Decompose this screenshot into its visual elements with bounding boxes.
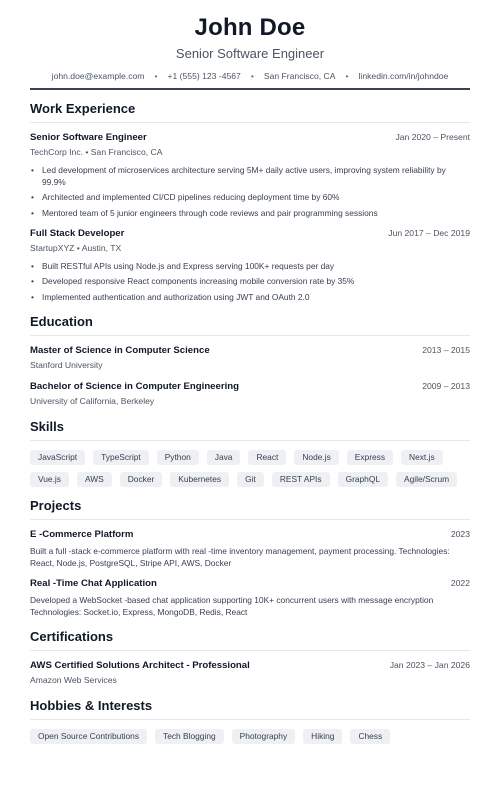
contact-linkedin: linkedin.com/in/johndoe <box>358 71 449 81</box>
certification-dates: Jan 2023 – Jan 2026 <box>389 659 470 670</box>
education-entry <box>30 379 470 408</box>
project-name: E -Commerce Platform <box>30 528 134 540</box>
certifications-section <box>30 628 470 687</box>
skill-tag: Next.js <box>401 450 443 465</box>
contact-separator: • <box>154 71 158 81</box>
skill-tag: React <box>248 450 286 465</box>
hobbies-section <box>30 697 470 744</box>
section-title: Skills <box>30 418 470 441</box>
job-entry <box>30 226 470 303</box>
section-title: Certifications <box>30 628 470 651</box>
job-dates: Jan 2020 – Present <box>395 131 470 142</box>
skill-tag: Kubernetes <box>170 472 229 487</box>
job-company: StartupXYZ • Austin, TX <box>30 242 122 253</box>
degree-title: Bachelor of Science in Computer Engineering <box>30 380 239 392</box>
skill-tag: JavaScript <box>30 450 85 465</box>
hobby-tag: Hiking <box>303 729 342 744</box>
skill-tag: Vue.js <box>30 472 69 487</box>
skills-list <box>30 450 470 487</box>
degree-dates: 2009 – 2013 <box>422 380 470 391</box>
hobby-tag: Chess <box>350 729 390 744</box>
education-section <box>30 313 470 408</box>
job-bullet: • Led development of microservices architecture serving 5M+ daily active users, improving system reliability by 99.9% <box>30 164 470 188</box>
certification-issuer: Amazon Web Services <box>30 674 117 685</box>
resume-header <box>30 14 470 90</box>
skills-section <box>30 418 470 487</box>
contact-line <box>30 70 470 82</box>
job-bullet: • Implemented authentication and authorization using JWT and OAuth 2.0 <box>30 291 470 303</box>
school-name: University of California, Berkeley <box>30 395 155 406</box>
skill-tag: Java <box>207 450 241 465</box>
job-bullet: • Developed responsive React components increasing mobile conversion rate by 35% <box>30 275 470 287</box>
project-entry <box>30 527 470 569</box>
hobby-tag: Open Source Contributions <box>30 729 147 744</box>
certification-name: AWS Certified Solutions Architect - Professional <box>30 659 250 671</box>
contact-phone: +1 (555) 123 -4567 <box>167 71 241 81</box>
section-title: Work Experience <box>30 100 470 123</box>
job-bullet: • Mentored team of 5 junior engineers through code reviews and pair programming sessions <box>30 207 470 219</box>
skill-tag: Express <box>347 450 393 465</box>
skill-tag: Docker <box>120 472 163 487</box>
job-bullet: • Built RESTful APIs using Node.js and Express serving 100K+ requests per day <box>30 260 470 272</box>
skill-tag: AWS <box>77 472 112 487</box>
project-year: 2022 <box>450 577 470 588</box>
header-divider <box>30 88 470 90</box>
skill-tag: TypeScript <box>93 450 149 465</box>
school-name: Stanford University <box>30 359 103 370</box>
skill-tag: Git <box>237 472 264 487</box>
job-dates: Jun 2017 – Dec 2019 <box>388 227 470 238</box>
section-title: Education <box>30 313 470 336</box>
contact-separator: • <box>345 71 349 81</box>
job-title: Senior Software Engineer <box>30 131 147 143</box>
education-entry <box>30 343 470 372</box>
project-description: Developed a WebSocket -based chat application supporting 10K+ concurrent users with message encryption Technologies: Socket.io, Express, MongoDB, Redis, React <box>30 594 434 617</box>
project-name: Real -Time Chat Application <box>30 577 157 589</box>
job-bullets <box>30 260 470 303</box>
job-bullet: • Architected and implemented CI/CD pipelines reducing deployment time by 60% <box>30 191 470 203</box>
work-experience-section <box>30 100 470 303</box>
contact-separator: • <box>250 71 254 81</box>
skill-tag: Node.js <box>294 450 338 465</box>
hobby-tag: Photography <box>232 729 296 744</box>
contact-location: San Francisco, CA <box>263 71 336 81</box>
candidate-name: John Doe <box>194 14 306 41</box>
project-year: 2023 <box>450 528 470 539</box>
job-company: TechCorp Inc. • San Francisco, CA <box>30 146 163 157</box>
candidate-title: Senior Software Engineer <box>175 46 325 61</box>
project-entry <box>30 576 470 618</box>
skill-tag: Agile/Scrum <box>396 472 457 487</box>
skill-tag: REST APIs <box>272 472 330 487</box>
projects-section <box>30 497 470 618</box>
project-description: Built a full -stack e-commerce platform with real -time inventory management, payment processing. Technologies: React, Node.js, PostgreSQL, Stripe API, AWS, Docker <box>30 545 450 568</box>
job-title: Full Stack Developer <box>30 227 125 239</box>
hobbies-list <box>30 729 470 744</box>
hobby-tag: Tech Blogging <box>155 729 224 744</box>
section-title: Projects <box>30 497 470 520</box>
job-entry <box>30 130 470 219</box>
job-bullets <box>30 164 470 219</box>
skill-tag: GraphQL <box>338 472 388 487</box>
certification-entry <box>30 658 470 687</box>
degree-title: Master of Science in Computer Science <box>30 344 210 356</box>
skill-tag: Python <box>157 450 199 465</box>
contact-email: john.doe@example.com <box>51 71 145 81</box>
degree-dates: 2013 – 2015 <box>422 344 470 355</box>
section-title: Hobbies & Interests <box>30 697 470 720</box>
